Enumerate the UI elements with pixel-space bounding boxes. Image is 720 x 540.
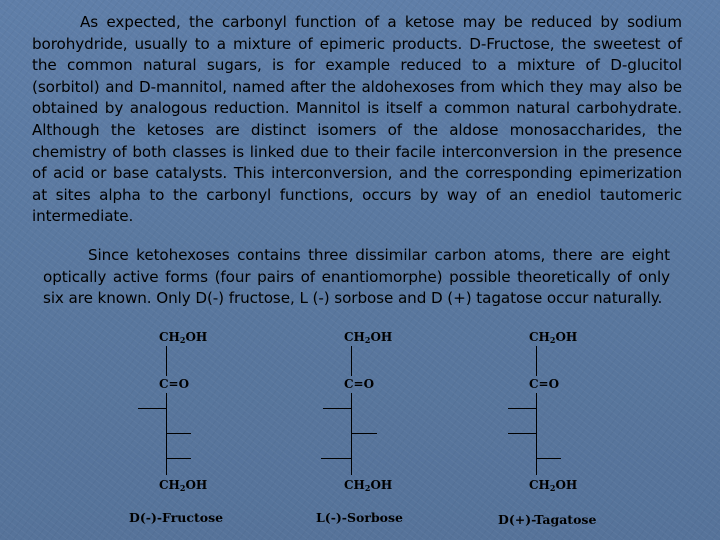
substituent-bond bbox=[166, 458, 191, 459]
chain-bond bbox=[166, 393, 167, 475]
chain-bond bbox=[536, 393, 537, 475]
top-group: $CH_2OH$ bbox=[529, 330, 578, 345]
bottom-group: $CH_2OH$ bbox=[529, 478, 578, 493]
substituent-bond bbox=[508, 433, 536, 434]
bottom-group: $CH_2OH$ bbox=[344, 478, 393, 493]
carbonyl-group: C=O bbox=[159, 377, 190, 391]
chain-bond bbox=[351, 346, 352, 376]
structure-tagatose bbox=[498, 330, 628, 530]
paragraph-ketohexoses: Since ketohexoses contains three dissimilar carbon atoms, there are eight optically active forms (four pairs of enantiomorphe) possible theoretically of only six are known. Only D(-) fructose, L (-) sorbose and D (+) tagatose occur naturally. bbox=[43, 246, 670, 308]
substituent-bond bbox=[323, 408, 351, 409]
bottom-group: $CH_2OH$ bbox=[159, 478, 208, 493]
structure-name: D(+)-Tagatose bbox=[498, 512, 597, 527]
substituent-bond bbox=[321, 458, 351, 459]
structure-fructose bbox=[128, 330, 258, 530]
chain-bond bbox=[536, 346, 537, 376]
top-group: $CH_2OH$ bbox=[159, 330, 208, 345]
paragraph-ketose-reduction: As expected, the carbonyl function of a ketose may be reduced by sodium borohydride, usually to a mixture of epimeric products. D-Fructose, the sweetest of the common natural sugars, is for example reduced to a mixture of D-glucitol (sorbitol) and D-mannitol, named after the aldohexoses from which they may also be obtained by analogous reduction. Mannitol is itself a common natural carbohydrate. Although the ketoses are distinct isomers of the aldose monosaccharides, the chemistry of both classes is linked due to their facile interconversion in the presence of acid or base catalysts. This interconversion, and the corresponding epimerization at sites alpha to the carbonyl functions, occurs by way of an enediol tautomeric intermediate. bbox=[32, 13, 682, 226]
substituent-bond bbox=[351, 433, 377, 434]
substituent-bond bbox=[508, 408, 536, 409]
chain-bond bbox=[166, 346, 167, 376]
structure-name: L(-)-Sorbose bbox=[316, 510, 404, 525]
carbonyl-group: C=O bbox=[344, 377, 375, 391]
structure-sorbose bbox=[313, 330, 443, 530]
carbonyl-group: C=O bbox=[529, 377, 560, 391]
substituent-bond bbox=[166, 433, 191, 434]
chain-bond bbox=[351, 393, 352, 475]
top-group: $CH_2OH$ bbox=[344, 330, 393, 345]
substituent-bond bbox=[138, 408, 166, 409]
structure-name: D(-)-Fructose bbox=[129, 510, 224, 525]
substituent-bond bbox=[536, 458, 561, 459]
